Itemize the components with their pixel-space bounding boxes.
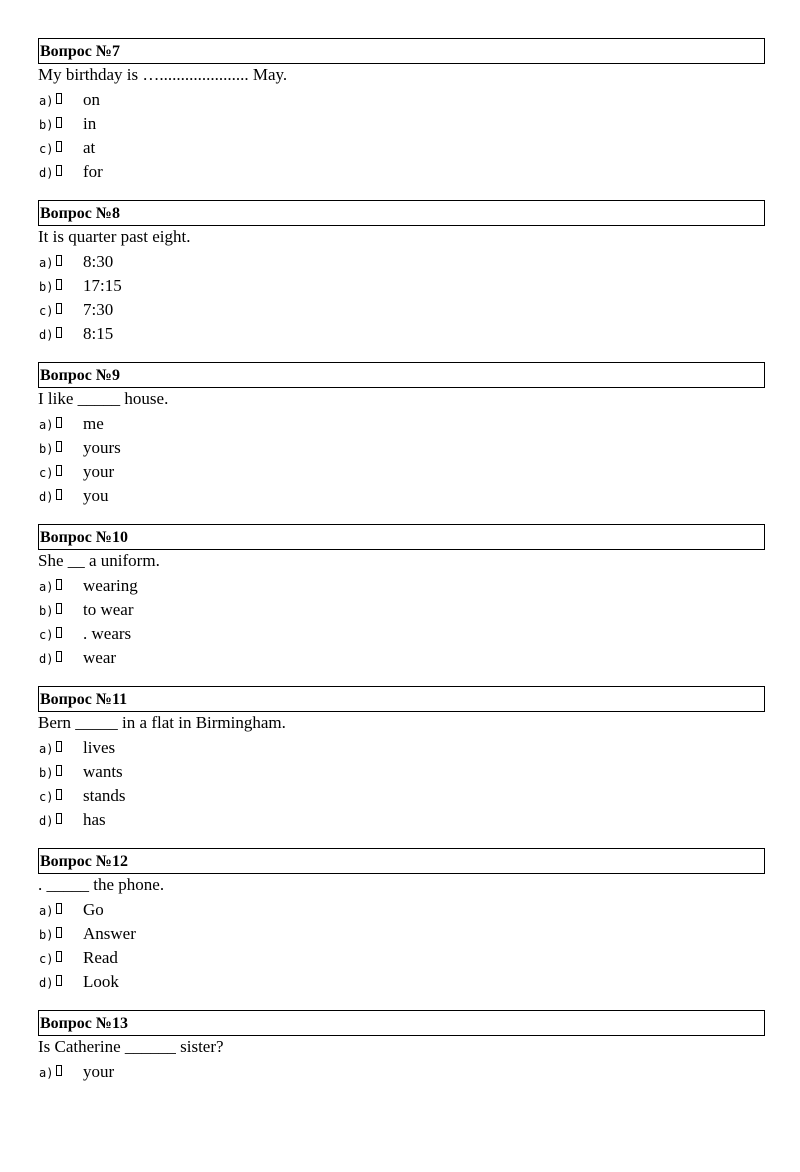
option-text: Read bbox=[83, 948, 118, 967]
checkbox-icon[interactable] bbox=[56, 813, 62, 824]
option-text: 7:30 bbox=[83, 300, 114, 319]
document-page bbox=[38, 38, 765, 1172]
option-text: wants bbox=[83, 762, 123, 781]
option-letter: c) bbox=[39, 628, 54, 642]
checkbox-icon[interactable] bbox=[56, 141, 62, 152]
checkbox-icon[interactable] bbox=[56, 627, 62, 638]
answer-option-b[interactable] bbox=[38, 436, 765, 460]
checkbox-icon[interactable] bbox=[56, 165, 62, 176]
answer-option-a[interactable] bbox=[38, 574, 765, 598]
answer-option-d[interactable] bbox=[38, 970, 765, 994]
checkbox-icon[interactable] bbox=[56, 441, 62, 452]
option-letter: a) bbox=[39, 1066, 54, 1080]
checkbox-icon[interactable] bbox=[56, 303, 62, 314]
question-header: Вопрос №9 bbox=[38, 362, 765, 388]
option-text: 8:15 bbox=[83, 324, 114, 343]
checkbox-icon[interactable] bbox=[56, 903, 62, 914]
answer-option-a[interactable] bbox=[38, 898, 765, 922]
option-text: in bbox=[83, 114, 97, 133]
option-letter: d) bbox=[39, 814, 54, 828]
option-text: on bbox=[83, 90, 100, 109]
question-text: It is quarter past eight. bbox=[38, 227, 191, 246]
option-text: 17:15 bbox=[83, 276, 122, 295]
answer-option-a[interactable] bbox=[38, 412, 765, 436]
option-text: your bbox=[83, 462, 115, 481]
option-letter: a) bbox=[39, 418, 54, 432]
answer-option-d[interactable] bbox=[38, 808, 765, 832]
option-text: your bbox=[83, 1062, 115, 1081]
option-letter: c) bbox=[39, 142, 54, 156]
option-text: you bbox=[83, 486, 109, 505]
checkbox-icon[interactable] bbox=[56, 927, 62, 938]
answer-option-c[interactable] bbox=[38, 298, 765, 322]
question-block bbox=[38, 362, 765, 524]
option-text: stands bbox=[83, 786, 126, 805]
question-header: Вопрос №8 bbox=[38, 200, 765, 226]
question-text: . _____ the phone. bbox=[38, 875, 165, 894]
answer-option-c[interactable] bbox=[38, 460, 765, 484]
checkbox-icon[interactable] bbox=[56, 255, 62, 266]
checkbox-icon[interactable] bbox=[56, 975, 62, 986]
checkbox-icon[interactable] bbox=[56, 1065, 62, 1076]
option-text: 8:30 bbox=[83, 252, 114, 271]
option-letter: d) bbox=[39, 328, 54, 342]
option-letter: d) bbox=[39, 976, 54, 990]
question-header: Вопрос №11 bbox=[38, 686, 765, 712]
option-letter: d) bbox=[39, 166, 54, 180]
question-block bbox=[38, 524, 765, 686]
option-text: Look bbox=[83, 972, 119, 991]
answer-option-b[interactable] bbox=[38, 922, 765, 946]
question-block bbox=[38, 1010, 765, 1172]
option-letter: c) bbox=[39, 466, 54, 480]
answer-option-a[interactable] bbox=[38, 1060, 765, 1084]
option-letter: a) bbox=[39, 904, 54, 918]
answer-option-d[interactable] bbox=[38, 322, 765, 346]
option-text: me bbox=[83, 414, 104, 433]
option-text: wearing bbox=[83, 576, 138, 595]
checkbox-icon[interactable] bbox=[56, 579, 62, 590]
option-text: to wear bbox=[83, 600, 134, 619]
option-text: yours bbox=[83, 438, 121, 457]
option-letter: a) bbox=[39, 256, 54, 270]
question-text: She __ a uniform. bbox=[38, 551, 160, 570]
question-header: Вопрос №10 bbox=[38, 524, 765, 550]
question-header: Вопрос №13 bbox=[38, 1010, 765, 1036]
answer-option-a[interactable] bbox=[38, 88, 765, 112]
checkbox-icon[interactable] bbox=[56, 651, 62, 662]
option-letter: b) bbox=[39, 766, 54, 780]
option-text: at bbox=[83, 138, 96, 157]
option-text: for bbox=[83, 162, 103, 181]
option-letter: a) bbox=[39, 94, 54, 108]
checkbox-icon[interactable] bbox=[56, 279, 62, 290]
option-text: has bbox=[83, 810, 106, 829]
option-letter: b) bbox=[39, 280, 54, 294]
option-letter: b) bbox=[39, 118, 54, 132]
checkbox-icon[interactable] bbox=[56, 951, 62, 962]
option-letter: a) bbox=[39, 742, 54, 756]
answer-option-a[interactable] bbox=[38, 736, 765, 760]
answer-option-c[interactable] bbox=[38, 946, 765, 970]
option-letter: c) bbox=[39, 304, 54, 318]
option-letter: c) bbox=[39, 790, 54, 804]
answer-option-b[interactable] bbox=[38, 112, 765, 136]
option-letter: b) bbox=[39, 604, 54, 618]
question-block bbox=[38, 848, 765, 1010]
option-text: Go bbox=[83, 900, 104, 919]
checkbox-icon[interactable] bbox=[56, 465, 62, 476]
question-text: My birthday is …..................... May. bbox=[38, 65, 288, 84]
option-text: . wears bbox=[83, 624, 132, 643]
question-header: Вопрос №12 bbox=[38, 848, 765, 874]
checkbox-icon[interactable] bbox=[56, 417, 62, 428]
checkbox-icon[interactable] bbox=[56, 117, 62, 128]
checkbox-icon[interactable] bbox=[56, 765, 62, 776]
checkbox-icon[interactable] bbox=[56, 327, 62, 338]
option-letter: c) bbox=[39, 952, 54, 966]
question-block bbox=[38, 200, 765, 362]
answer-option-b[interactable] bbox=[38, 598, 765, 622]
option-letter: b) bbox=[39, 928, 54, 942]
option-letter: d) bbox=[39, 652, 54, 666]
option-text: wear bbox=[83, 648, 117, 667]
answer-option-c[interactable] bbox=[38, 622, 765, 646]
checkbox-icon[interactable] bbox=[56, 93, 62, 104]
answer-option-c[interactable] bbox=[38, 784, 765, 808]
option-text: lives bbox=[83, 738, 116, 757]
question-header: Вопрос №7 bbox=[38, 38, 765, 64]
option-letter: b) bbox=[39, 442, 54, 456]
checkbox-icon[interactable] bbox=[56, 489, 62, 500]
question-text: I like _____ house. bbox=[38, 389, 169, 408]
question-text: Bern _____ in a flat in Birmingham. bbox=[38, 713, 286, 732]
answer-option-a[interactable] bbox=[38, 250, 765, 274]
checkbox-icon[interactable] bbox=[56, 789, 62, 800]
question-block bbox=[38, 686, 765, 848]
option-letter: d) bbox=[39, 490, 54, 504]
checkbox-icon[interactable] bbox=[56, 741, 62, 752]
option-letter: a) bbox=[39, 580, 54, 594]
answer-option-b[interactable] bbox=[38, 274, 765, 298]
option-text: Answer bbox=[83, 924, 136, 943]
question-text: Is Catherine ______ sister? bbox=[38, 1037, 224, 1056]
answer-option-b[interactable] bbox=[38, 760, 765, 784]
answer-option-d[interactable] bbox=[38, 160, 765, 184]
answer-option-d[interactable] bbox=[38, 484, 765, 508]
question-block bbox=[38, 38, 765, 200]
checkbox-icon[interactable] bbox=[56, 603, 62, 614]
answer-option-c[interactable] bbox=[38, 136, 765, 160]
answer-option-d[interactable] bbox=[38, 646, 765, 670]
